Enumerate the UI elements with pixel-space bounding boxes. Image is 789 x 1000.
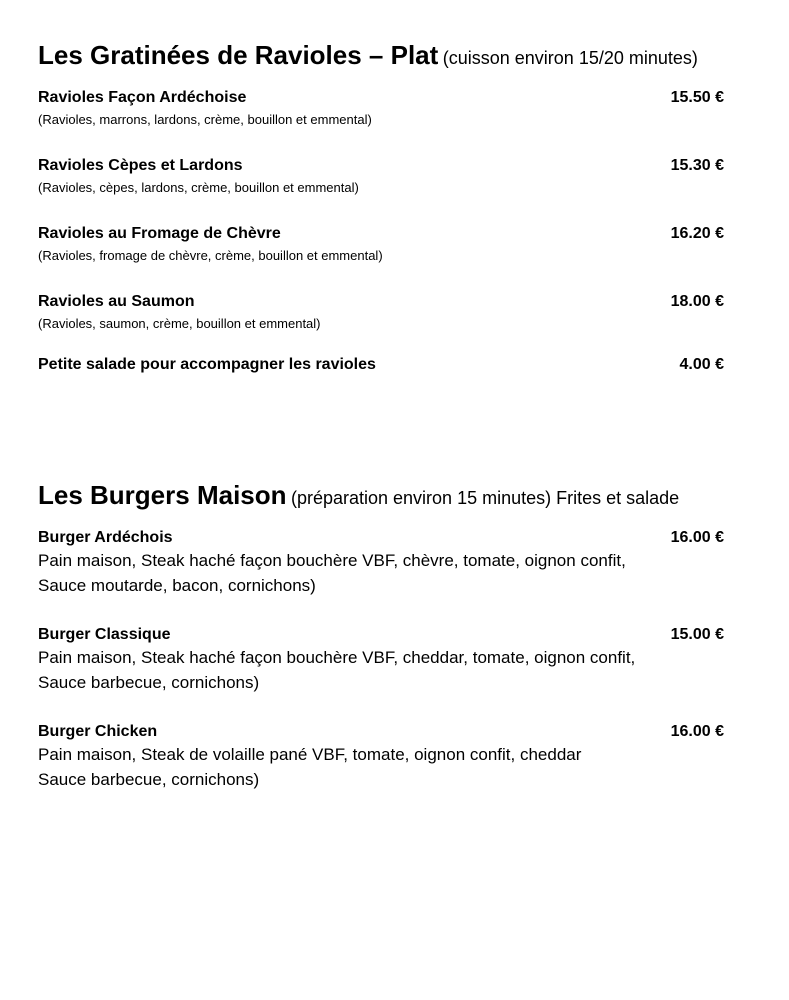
menu-item <box>38 723 724 820</box>
ravioles-heading <box>38 40 724 71</box>
ravioles-section <box>38 40 724 374</box>
ravioles-subtitle: (cuisson environ 15/20 minutes) <box>442 48 698 68</box>
item-description <box>38 548 698 598</box>
burgers-heading <box>38 480 724 511</box>
burgers-subtitle: (préparation environ 15 minutes) Frites et salade <box>290 488 680 508</box>
item-description-line: Sauce barbecue, cornichons) <box>38 673 260 692</box>
item-price: 15.00 € <box>670 626 724 643</box>
item-name: Ravioles au Fromage de Chèvre <box>38 225 281 242</box>
item-description: (Ravioles, fromage de chèvre, crème, bouillon et emmental) <box>38 248 383 263</box>
menu-item <box>38 225 724 293</box>
item-description: (Ravioles, marrons, lardons, crème, bouillon et emmental) <box>38 112 372 127</box>
item-name: Burger Chicken <box>38 723 158 740</box>
item-description: (Ravioles, cèpes, lardons, crème, bouillon et emmental) <box>38 180 359 195</box>
menu-item <box>38 157 724 225</box>
item-description <box>38 742 698 792</box>
item-description-line: Sauce moutarde, bacon, cornichons) <box>38 576 316 595</box>
ravioles-title: Les Gratinées de Ravioles – Plat <box>38 40 439 70</box>
burgers-section <box>38 480 724 820</box>
item-description-line: Pain maison, Steak haché façon bouchère VBF, chèvre, tomate, oignon confit, <box>38 551 626 570</box>
item-name: Ravioles Cèpes et Lardons <box>38 157 243 174</box>
burgers-title: Les Burgers Maison <box>38 480 287 510</box>
item-description-line: Sauce barbecue, cornichons) <box>38 770 260 789</box>
item-price: 16.00 € <box>670 529 724 546</box>
item-name: Ravioles au Saumon <box>38 293 195 310</box>
item-description-line: Pain maison, Steak de volaille pané VBF, tomate, oignon confit, cheddar <box>38 745 582 764</box>
menu-item <box>38 626 724 723</box>
item-price: 16.00 € <box>670 723 724 740</box>
menu-item <box>38 293 724 356</box>
item-price: 18.00 € <box>670 293 724 310</box>
item-price: 15.50 € <box>670 89 724 106</box>
item-price: 15.30 € <box>670 157 724 174</box>
item-name: Burger Classique <box>38 626 171 643</box>
menu-item <box>38 89 724 157</box>
item-price: 4.00 € <box>679 356 724 373</box>
item-name: Ravioles Façon Ardéchoise <box>38 89 247 106</box>
item-name: Burger Ardéchois <box>38 529 173 546</box>
menu-item-extra <box>38 356 724 374</box>
menu-item <box>38 529 724 626</box>
item-description: (Ravioles, saumon, crème, bouillon et emmental) <box>38 316 321 331</box>
item-description <box>38 645 698 695</box>
item-name: Petite salade pour accompagner les ravioles <box>38 356 376 373</box>
item-price: 16.20 € <box>670 225 724 242</box>
item-description-line: Pain maison, Steak haché façon bouchère VBF, cheddar, tomate, oignon confit, <box>38 648 636 667</box>
